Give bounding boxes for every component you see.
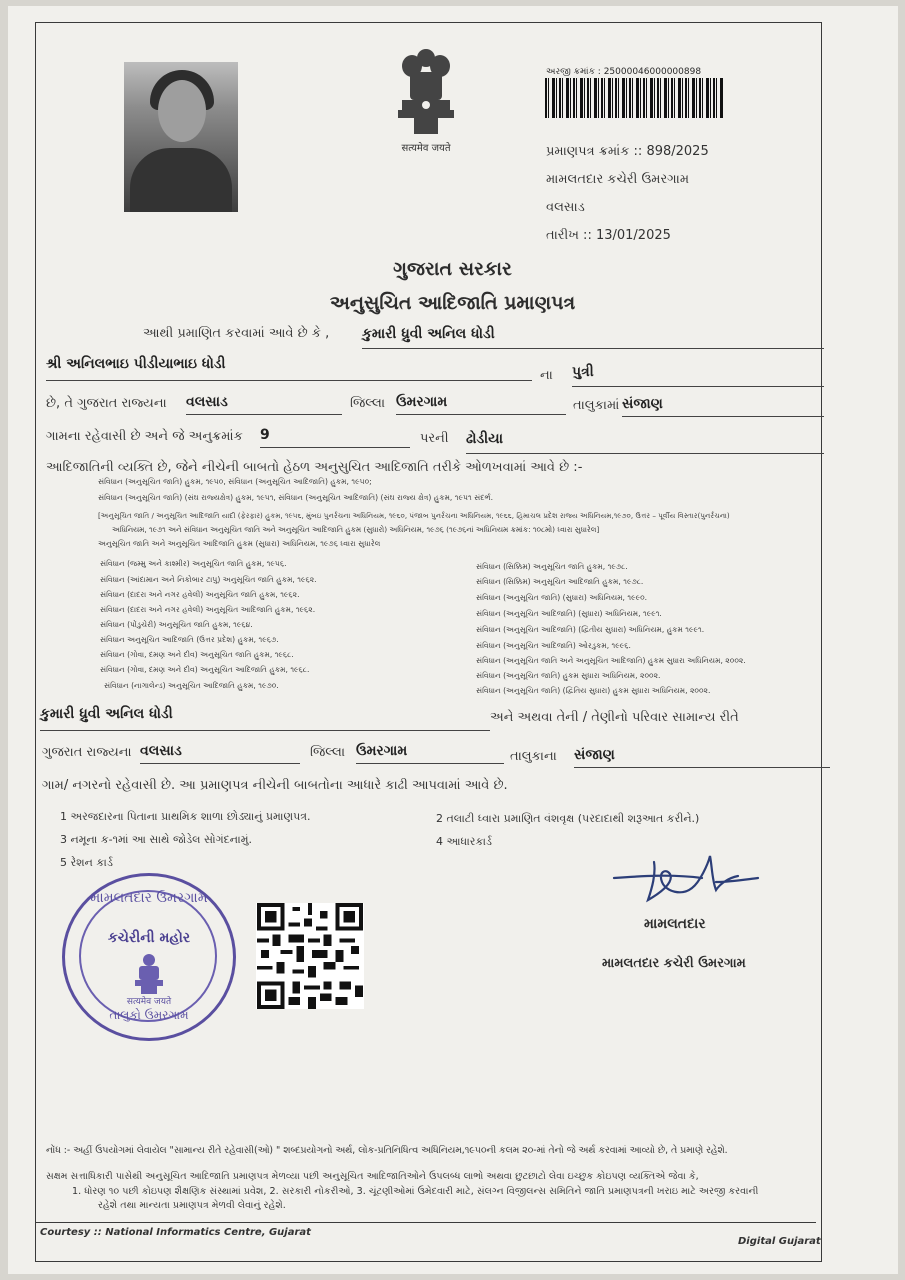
- qr-code-icon: [256, 903, 364, 1009]
- law-line: સંવિધાન (જમ્મુ અને કાશ્મીર) અનુસૂચિત જાતિ હુકમ, ૧૯૫૬.: [100, 559, 287, 568]
- parni-label: પરની: [420, 431, 449, 446]
- courtesy-text: Courtesy :: National Informatics Centre, Gujarat: [40, 1227, 311, 1238]
- mamlatdar-signature: [612, 852, 762, 912]
- resident-label: ગામના રહેવાસી છે અને જે અનુક્રમાંક: [46, 429, 243, 444]
- seal-emblem-icon: [129, 952, 169, 996]
- certificate-number: પ્રમાણપત્ર ક્રમાંક :: 898/2025: [546, 144, 709, 159]
- seal-motto: सत्यमेव जयते: [126, 997, 172, 1007]
- law-line: સંવિધાન (અનુસૂચિત જાતિ) હુકમ, ૧૯૫૦, સંવિધાન (અનુસૂચિત આદિજાતિ) હુકમ, ૧૯૫૦;: [98, 477, 372, 486]
- taluka-label: તાલુકામાં: [573, 398, 620, 413]
- document-item: 2 તલાટી ધ્વારા પ્રમાણિત વંશવૃક્ષ (પરદાદાથી શરૂઆત કરીને.): [436, 812, 700, 825]
- document-item: 1 અરજદારના પિતાના પ્રાથમિક શાળા છોડ્યાનું પ્રમાણપત્ર.: [60, 810, 311, 823]
- relation-value: પુત્રી: [572, 364, 824, 387]
- law-line: સંવિધાન (સિક્કિમ) અનુસૂચિત જાતિ હુકમ, ૧૯૭૮.: [476, 562, 628, 571]
- state-label: છે, તે ગુજરાત રાજ્યના: [46, 396, 167, 411]
- law-line: અધિનિયમ, ૧૯૭૧ અને સંવિધાન અનુસૂચિત જાતિ અને અનુસૂચિત આદિજાતિ હુકમ (સુધારો) અધિનિયમ, ૧૯૭૬ (૧૯૭૬નાં અધિનિયમ ક્રમાંક: ૧૦૮મો) ધ્વારા સુધારેલ]: [112, 525, 600, 534]
- seal-bottom-text: તાલુકો ઉમરગામ: [109, 1008, 189, 1022]
- note-line: નોંધ :- અહીં ઉપયોગમાં લેવાયેલ "સામાન્ય રીતે રહેવાસી(ઓ) " શબ્દપ્રયોગનો અર્થ, લોક-પ્રતિનિધિત્વ અધિનિયમ,૧૯૫૦ની કલમ ૨૦-માં તેનો જે અર્થ કરવામાં આવ્યો છે, તે પ્રમાણે રહેશે.: [46, 1145, 728, 1156]
- family-state-label: ગુજરાત રાજ્યના: [42, 745, 132, 760]
- law-line: સંવિધાન (અનુસૂચિત આદિજાતિ) ઓરડુકમ, ૧૯૯૬.: [476, 641, 631, 650]
- law-line: સંવિધાન (અનુસૂચિત જાતિ) (દ્વિતિય સુધારા) હુકમ સુધારા અધિનિયમ, ૨૦૦૨.: [476, 686, 711, 695]
- serial-number: 9: [260, 427, 410, 448]
- taluka-value: ઉમરગામ: [396, 394, 566, 415]
- note-line: રહેશે તથા માન્યતા પ્રમાણપત્ર મેળવી લેવાનું રહેશે.: [98, 1200, 286, 1211]
- application-number: અરજી ક્રમાંક : 25000046000000898: [546, 67, 702, 77]
- law-line: સંવિધાન (ગોવા, દમણ અને દીવ) અનુસૂચિત જાતિ હુકમ, ૧૯૬૮.: [100, 650, 294, 659]
- law-line: સંવિધાન (દાદરા અને નગર હવેલી) અનુસૂચિત આદિજાતિ હુકમ, ૧૯૬૨.: [100, 605, 316, 614]
- law-line: સંવિધાન અનુસૂચિત આદિજાતિ (ઉત્તર પ્રદેશ) હુકમ, ૧૯૬૭.: [100, 635, 279, 644]
- document-item: 4 આધારકાર્ડ: [436, 835, 492, 848]
- family-taluka-label: તાલુકાના: [510, 749, 557, 764]
- basis-text: ગામ/ નગરનો રહેવાસી છે. આ પ્રમાણપત્ર નીચેની બાબતોના આધારે કાઢી આપવામાં આવે છે.: [42, 778, 508, 793]
- tribe-name: ઢોડીયા: [466, 431, 824, 454]
- family-village-value: સંજાણ: [574, 747, 830, 768]
- application-barcode: [545, 78, 723, 118]
- footer-rule: [36, 1222, 816, 1223]
- issuing-district: વલસાડ: [546, 200, 585, 215]
- law-line: સંવિધાન (અનુસૂચિત જાતિ) (સંઘ રાજ્યક્ષેત્ર) હુકમ, ૧૯૫૧, સંવિધાન (અનુસૂચિત આદિજાતિ) (સંઘ રાજ્ય ક્ષેત્ર) હુકમ, ૧૯૫૧ સંદર્ભ.: [98, 493, 493, 502]
- law-line: સંવિધાન (અનુસૂચિત આદિજાતિ) (સુધારા) અધિનિયમ, ૧૯૯૧.: [476, 609, 662, 618]
- recognized-text: આદિજાતિની વ્યક્તિ છે, જેને નીચેની બાબતો હેઠળ અનુસુચિત આદિજાતિ તરીકે ઓળખવામાં આવે છે :-: [46, 460, 583, 475]
- law-line: [અનુસૂચિત જાતિ / અનુસૂચિત આદિજાતિ યાદી (ફેરફાર) હુકમ, ૧૯૫૬, મુંબઇ પુનર્રચના અધિનિયમ, ૧૯૬૦, પંજાબ પુનર્રચના અધિનિયમ, ૧૯૬૬, હિમાચલ પ્રદેશ રાજ્ય અધિનિયમ,૧૯૭૦, ઉત્તર – પૂર્વીય વિસ્તાર(પુનર્રચના): [98, 511, 730, 520]
- law-line: સંવિધાન (દાદરા અને નગર હવેલી) અનુસૂચિત જાતિ હુકમ, ૧૯૬૨.: [100, 590, 300, 599]
- na-label: ના: [540, 368, 553, 383]
- family-district-value: વલસાડ: [140, 743, 300, 764]
- seal-inner-text: કચેરીની મહોર: [107, 930, 191, 946]
- law-line: અનુસૂચિત જાતિ અને અનુસૂચિત આદિજાતિ હુકમ (સુધારા) અધિનિયમ, ૧૯૭૬ ધ્વારા સુધારેલ: [98, 539, 381, 548]
- law-line: સંવિધાન (સિક્કિમ) અનુસૂચિત આદિજાતિ હુકમ, ૧૯૭૮.: [476, 577, 644, 586]
- document-item: 5 રેશન કાર્ડ: [60, 856, 113, 869]
- government-title: ગુજરાત સરકાર: [393, 258, 512, 280]
- law-line: સંવિધાન (અનુસૂચિત જાતિ અને અનુસૂચિત આદિજાતિ) હુકમ સુધારા અધિનિયમ, ૨૦૦૨.: [476, 656, 746, 665]
- seal-top-text: મામલતદાર ઉમરગામ: [90, 890, 208, 906]
- district-value: વલસાડ: [186, 394, 342, 415]
- verification-qr-code: [256, 903, 364, 1009]
- law-line: સંવિધાન (અનુસૂચિત જાતિ) હુકમ સુધારા અધિનિયમ, ૨૦૦૨.: [476, 671, 661, 680]
- office-seal: [62, 873, 236, 1041]
- signatory-office: મામલતદાર કચેરી ઉમરગામ: [602, 956, 746, 971]
- father-name: શ્રી અનિલભાઇ પીડીયાભાઇ ધોડી: [46, 356, 532, 381]
- family-text: અને અથવા તેની / તેણીનો પરિવાર સામાન્ય રીતે: [490, 710, 739, 725]
- certify-label: આથી પ્રમાણિત કરવામાં આવે છે કે ,: [143, 326, 330, 341]
- document-item: 3 નમૂના ક-૧માં આ સાથે જોડેલ સોગંદનામું.: [60, 833, 252, 846]
- national-emblem: [388, 44, 464, 152]
- law-line: સંવિધાન (આંદામાન અને નિકોબાર ટાપુ) અનુસૂચિત જાતિ હુકમ, ૧૯૬૨.: [100, 575, 317, 584]
- applicant-name: કુમારી ધ્રુવી અનિલ ધોડી: [362, 326, 824, 349]
- emblem-icon: [388, 44, 464, 136]
- issuing-office: મામલતદાર કચેરી ઉમરગામ: [546, 172, 690, 187]
- law-line: સંવિધાન (અનુસૂચિત આદિજાતિ) (દ્વિતીય સુધારા) અધિનિયમ, હુકમ ૧૯૯૧.: [476, 625, 705, 634]
- digital-gujarat-text: Digital Gujarat: [738, 1236, 821, 1247]
- family-taluka-value: ઉમરગામ: [356, 743, 504, 764]
- law-line: સંવિધાન (નાગાલેન્ડ) અનુસૂચિત આદિજાતિ હુકમ, ૧૯૭૦.: [104, 681, 279, 690]
- emblem-motto: सत्यमेव जयते: [401, 143, 451, 154]
- signatory-title: મામલતદાર: [644, 916, 706, 932]
- applicant-photo: [124, 62, 238, 212]
- family-applicant-name: કુમારી ધ્રુવી અનિલ ધોડી: [40, 706, 490, 731]
- certificate-title: અનુસુચિત આદિજાતિ પ્રમાણપત્ર: [329, 292, 576, 314]
- jilla-label: જિલ્લા: [350, 396, 386, 411]
- issue-date: તારીખ :: 13/01/2025: [546, 228, 671, 243]
- law-line: સંવિધાન (ગોવા, દમણ અને દીવ) અનુસૂચિત આદિજાતિ હુકમ, ૧૯૬૮.: [100, 665, 310, 674]
- note-line: સક્ષમ સત્તાધિકારી પાસેથી અનુસૂચિત આદિજાતિ પ્રમાણપત્ર મેળવ્યા પછી અનુસૂચિત આદિજાતિઓને ઉપલબ્ધ લાભો અથવા છુટછાટો લેવા ઇચ્છુક કોઇપણ વ્યક્તિએ જેવા કે,: [46, 1171, 699, 1182]
- law-line: સંવિધાન (પોંડુચેરી) અનુસૂચિત જાતિ હુકમ, ૧૯૬૪.: [100, 620, 253, 629]
- village-value: સંજાણ: [622, 396, 824, 417]
- family-jilla-label: જિલ્લા: [310, 745, 346, 760]
- law-line: સંવિધાન (અનુસૂચિત જાતિ) (સુધારા) અધિનિયમ, ૧૯૯૦.: [476, 593, 648, 602]
- note-line: 1. ધોરણ ૧૦ પછી કોઇપણ શૈક્ષણિક સંસ્થામાં પ્રવેશ, 2. સરકારી નોકરીઓ, 3. ચૂંટણીઓમાં ઉમેદવારી માટે, સંલગ્ન વિજીલન્સ સમિતિને જાતિ પ્રમાણપત્રની ખરાઇ માટે અરજી કરવાની: [72, 1186, 759, 1197]
